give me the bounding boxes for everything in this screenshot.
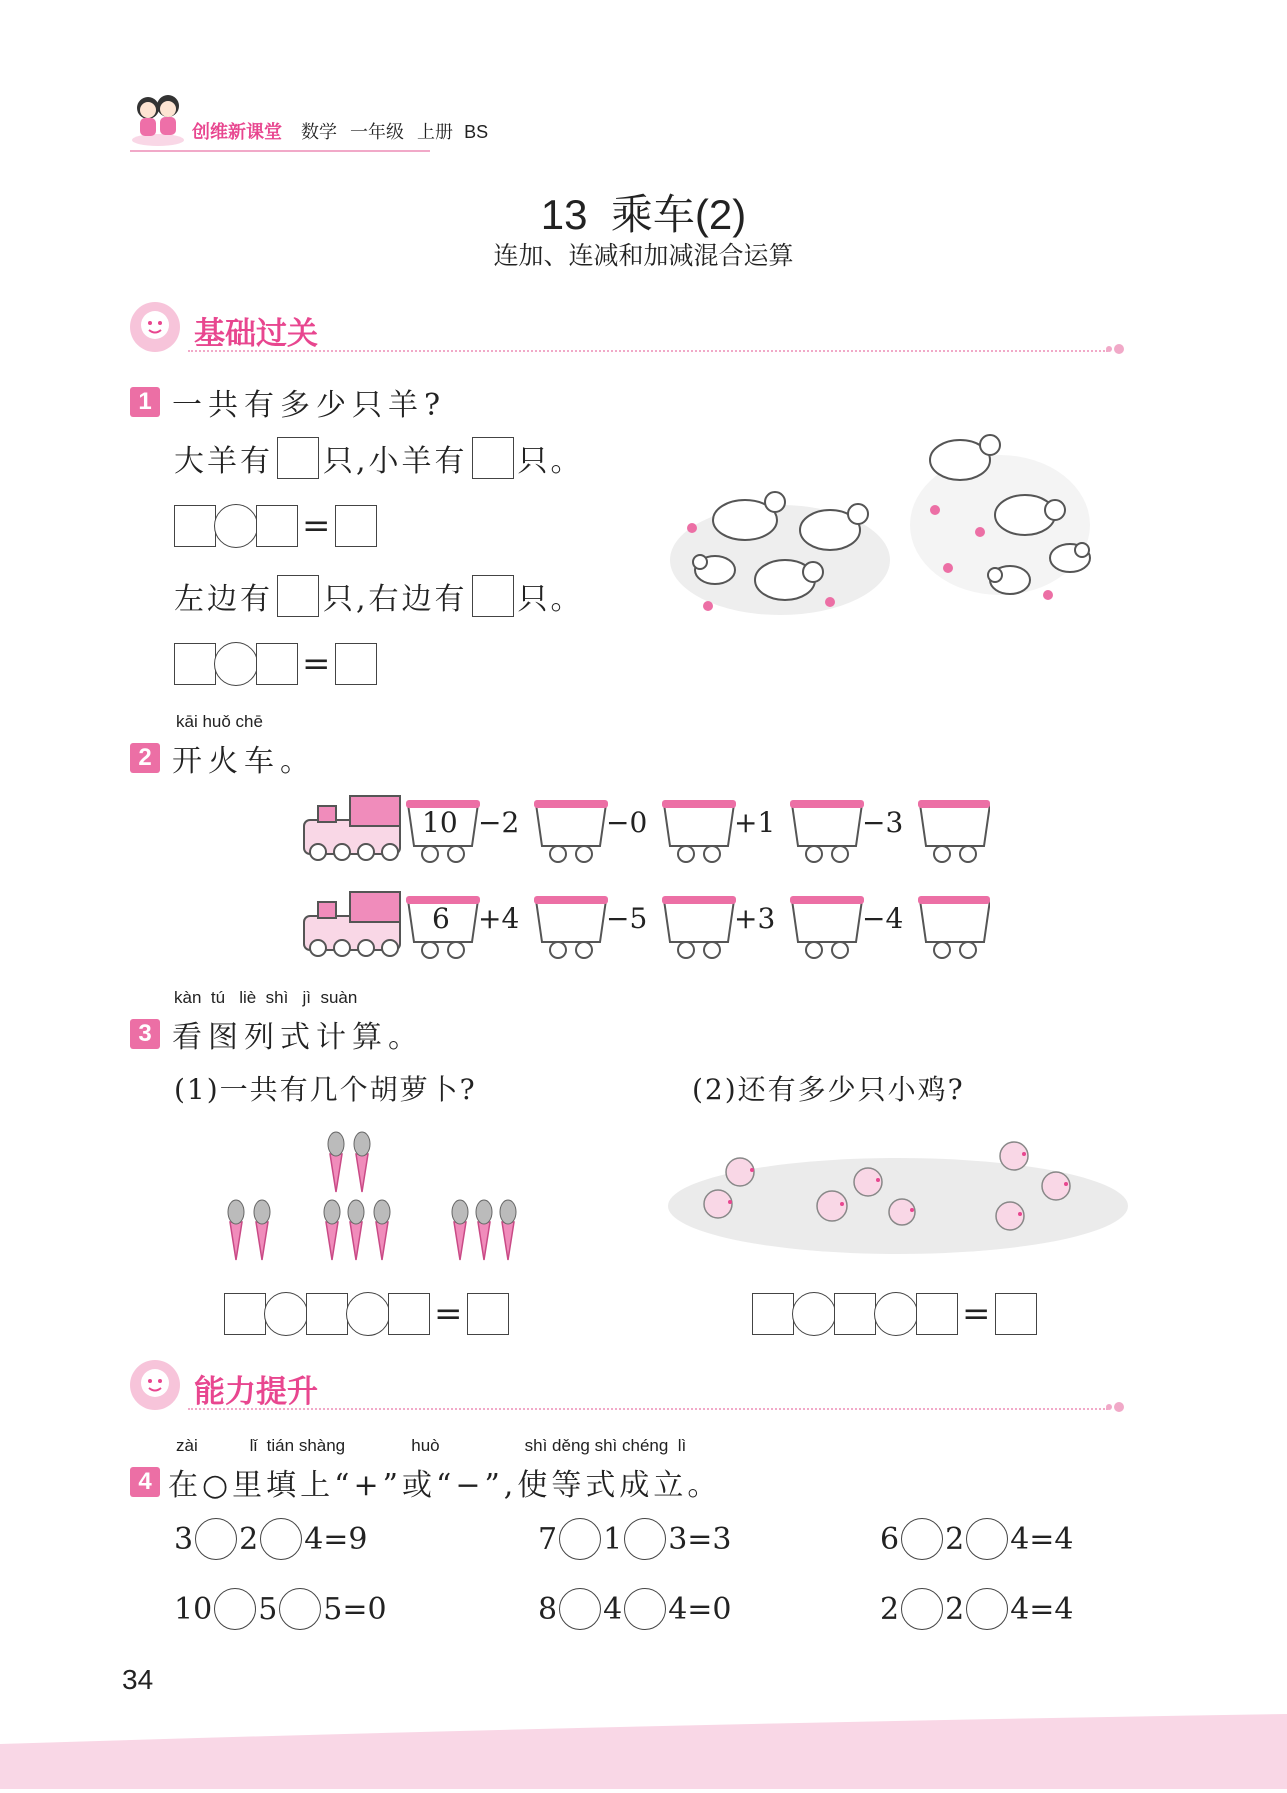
q1-line1-label-a: 大羊有	[174, 444, 273, 479]
operator-circle[interactable]	[214, 1588, 256, 1630]
q1-equation-1	[174, 504, 377, 548]
q1-text: 一共有多少只羊?	[172, 388, 447, 423]
operator-circle[interactable]	[901, 1588, 943, 1630]
q4-num-a: 2	[880, 1591, 900, 1627]
answer-box[interactable]	[995, 1293, 1037, 1335]
q1-line1	[174, 436, 584, 480]
operator-circle[interactable]	[792, 1292, 836, 1336]
operator-circle[interactable]	[279, 1588, 321, 1630]
answer-box[interactable]	[916, 1293, 958, 1335]
q1-equation-2	[174, 642, 377, 686]
train-2	[300, 886, 990, 966]
divider-dots-icon	[1104, 341, 1128, 361]
q1-line2-label-c: 只。	[517, 582, 584, 617]
q4-num-a: 3	[174, 1521, 194, 1557]
q3-pinyin: kàn tú liè shì jì suàn	[174, 988, 358, 1007]
q3-number: 3	[130, 1019, 160, 1049]
q1-number: 1	[130, 387, 160, 417]
section-title-basic: 基础过关	[194, 316, 318, 351]
answer-box[interactable]	[277, 575, 319, 617]
q4-number: 4	[130, 1467, 160, 1497]
equals-sign: =	[323, 1521, 349, 1557]
q1-line2-label-b: 只,右边有	[323, 582, 468, 617]
q4-num-c: 4	[668, 1591, 688, 1627]
answer-box[interactable]	[335, 505, 377, 547]
q3-part1-text: (1)一共有几个胡萝卜?	[174, 1073, 477, 1106]
q4-num-b: 5	[258, 1591, 278, 1627]
footer-band	[0, 1714, 1287, 1789]
chicks-illustration	[666, 1130, 1130, 1260]
q2-heading	[130, 736, 316, 780]
header-edition: BS	[464, 122, 489, 142]
q4-num-b: 2	[945, 1591, 965, 1627]
section-divider	[188, 1408, 1108, 1410]
train-1-op-1: −2	[478, 806, 520, 839]
answer-box[interactable]	[306, 1293, 348, 1335]
answer-box[interactable]	[174, 643, 216, 685]
answer-box[interactable]	[472, 437, 514, 479]
q4-num-a: 6	[880, 1521, 900, 1557]
equals-sign: =	[962, 1294, 991, 1334]
equals-sign: =	[1029, 1591, 1055, 1627]
equals-sign: =	[434, 1294, 463, 1334]
equals-sign: =	[302, 506, 331, 546]
operator-circle[interactable]	[874, 1292, 918, 1336]
section-title-advanced: 能力提升	[194, 1374, 318, 1409]
header-grade: 一年级	[350, 122, 405, 142]
answer-box[interactable]	[256, 505, 298, 547]
header-mascot-icon	[128, 88, 188, 148]
operator-circle[interactable]	[966, 1588, 1008, 1630]
section-icon	[128, 300, 182, 354]
section-icon	[128, 1358, 182, 1412]
q4-item	[880, 1518, 1074, 1560]
q4-result: 9	[348, 1521, 368, 1557]
q1-line2-label-a: 左边有	[174, 582, 273, 617]
q1-line2	[174, 574, 584, 618]
q4-item	[174, 1518, 368, 1560]
operator-circle[interactable]	[260, 1518, 302, 1560]
train-1-op-3: +1	[734, 806, 776, 839]
train-2-op-2: −5	[606, 902, 648, 935]
q4-num-c: 4	[304, 1521, 324, 1557]
q2-number: 2	[130, 743, 160, 773]
q4-result: 4	[1054, 1521, 1074, 1557]
answer-box[interactable]	[467, 1293, 509, 1335]
q1-heading	[130, 380, 446, 424]
train-2-op-1: +4	[478, 902, 520, 935]
train-2-op-4: −4	[862, 902, 904, 935]
q4-item	[538, 1518, 732, 1560]
divider-dots-icon	[1104, 1399, 1128, 1419]
q2-text: 开火车。	[172, 744, 316, 779]
header-bar	[192, 118, 488, 144]
q3-part2-text: (2)还有多少只小鸡?	[692, 1073, 965, 1106]
q4-num-b: 2	[945, 1521, 965, 1557]
q4-pinyin: zài lǐ tián shàng huò shì děng shì chéng lì	[176, 1436, 687, 1455]
q4-num-b: 1	[603, 1521, 623, 1557]
lesson-subtitle: 连加、连减和加减混合运算	[493, 241, 794, 270]
operator-circle[interactable]	[624, 1588, 666, 1630]
q1-line1-label-b: 只,小羊有	[323, 444, 468, 479]
q4-num-a: 8	[538, 1591, 558, 1627]
q4-num-c: 3	[668, 1521, 688, 1557]
train-2-start: 6	[432, 902, 450, 935]
q4-result: 0	[712, 1591, 732, 1627]
answer-box[interactable]	[277, 437, 319, 479]
page-number: 34	[122, 1664, 154, 1695]
equals-sign: =	[342, 1591, 368, 1627]
q4-text: 在○里填上“+”或“−”,使等式成立。	[168, 1468, 722, 1503]
q1-line1-label-c: 只。	[517, 444, 584, 479]
q4-result: 3	[712, 1521, 732, 1557]
header-underline	[130, 150, 430, 152]
train-1-op-2: −0	[606, 806, 648, 839]
operator-circle[interactable]	[214, 642, 258, 686]
train-2-op-3: +3	[734, 902, 776, 935]
equals-sign: =	[687, 1521, 713, 1557]
q3-equation-2	[752, 1292, 1037, 1336]
q4-num-c: 4	[1010, 1591, 1030, 1627]
q4-item	[880, 1588, 1074, 1630]
answer-box[interactable]	[224, 1293, 266, 1335]
q4-num-c: 5	[323, 1591, 343, 1627]
q4-num-a: 7	[538, 1521, 558, 1557]
q3-text: 看图列式计算。	[172, 1020, 424, 1055]
answer-box[interactable]	[752, 1293, 794, 1335]
equals-sign: =	[687, 1591, 713, 1627]
header-volume: 上册	[417, 122, 454, 142]
answer-box[interactable]	[388, 1293, 430, 1335]
carrots-illustration	[220, 1128, 540, 1268]
operator-circle[interactable]	[559, 1518, 601, 1560]
operator-circle[interactable]	[559, 1588, 601, 1630]
header-subject: 数学	[301, 122, 338, 142]
answer-box[interactable]	[256, 643, 298, 685]
q4-heading	[130, 1460, 721, 1504]
q2-pinyin: kāi huǒ chē	[176, 712, 263, 731]
sheep-illustration	[670, 430, 1100, 630]
q4-result: 0	[367, 1591, 387, 1627]
equals-sign: =	[1029, 1521, 1055, 1557]
operator-circle[interactable]	[346, 1292, 390, 1336]
operator-circle[interactable]	[214, 504, 258, 548]
q4-num-a: 10	[174, 1591, 213, 1627]
train-1	[300, 790, 990, 870]
answer-box[interactable]	[472, 575, 514, 617]
operator-circle[interactable]	[264, 1292, 308, 1336]
section-divider	[188, 350, 1108, 352]
lesson-title: 13 乘车(2)	[540, 191, 747, 238]
q3-equation-1	[224, 1292, 509, 1336]
header-brand: 创维新课堂	[192, 122, 282, 142]
train-1-op-4: −3	[862, 806, 904, 839]
operator-circle[interactable]	[195, 1518, 237, 1560]
answer-box[interactable]	[335, 643, 377, 685]
equals-sign: =	[302, 644, 331, 684]
q4-num-b: 2	[239, 1521, 259, 1557]
operator-circle[interactable]	[901, 1518, 943, 1560]
operator-circle[interactable]	[966, 1518, 1008, 1560]
q4-num-c: 4	[1010, 1521, 1030, 1557]
q4-result: 4	[1054, 1591, 1074, 1627]
train-1-start: 10	[422, 806, 458, 839]
answer-box[interactable]	[834, 1293, 876, 1335]
operator-circle[interactable]	[624, 1518, 666, 1560]
q4-item	[174, 1588, 387, 1630]
q4-num-b: 4	[603, 1591, 623, 1627]
q3-heading	[130, 1012, 424, 1056]
q4-item	[538, 1588, 732, 1630]
answer-box[interactable]	[174, 505, 216, 547]
